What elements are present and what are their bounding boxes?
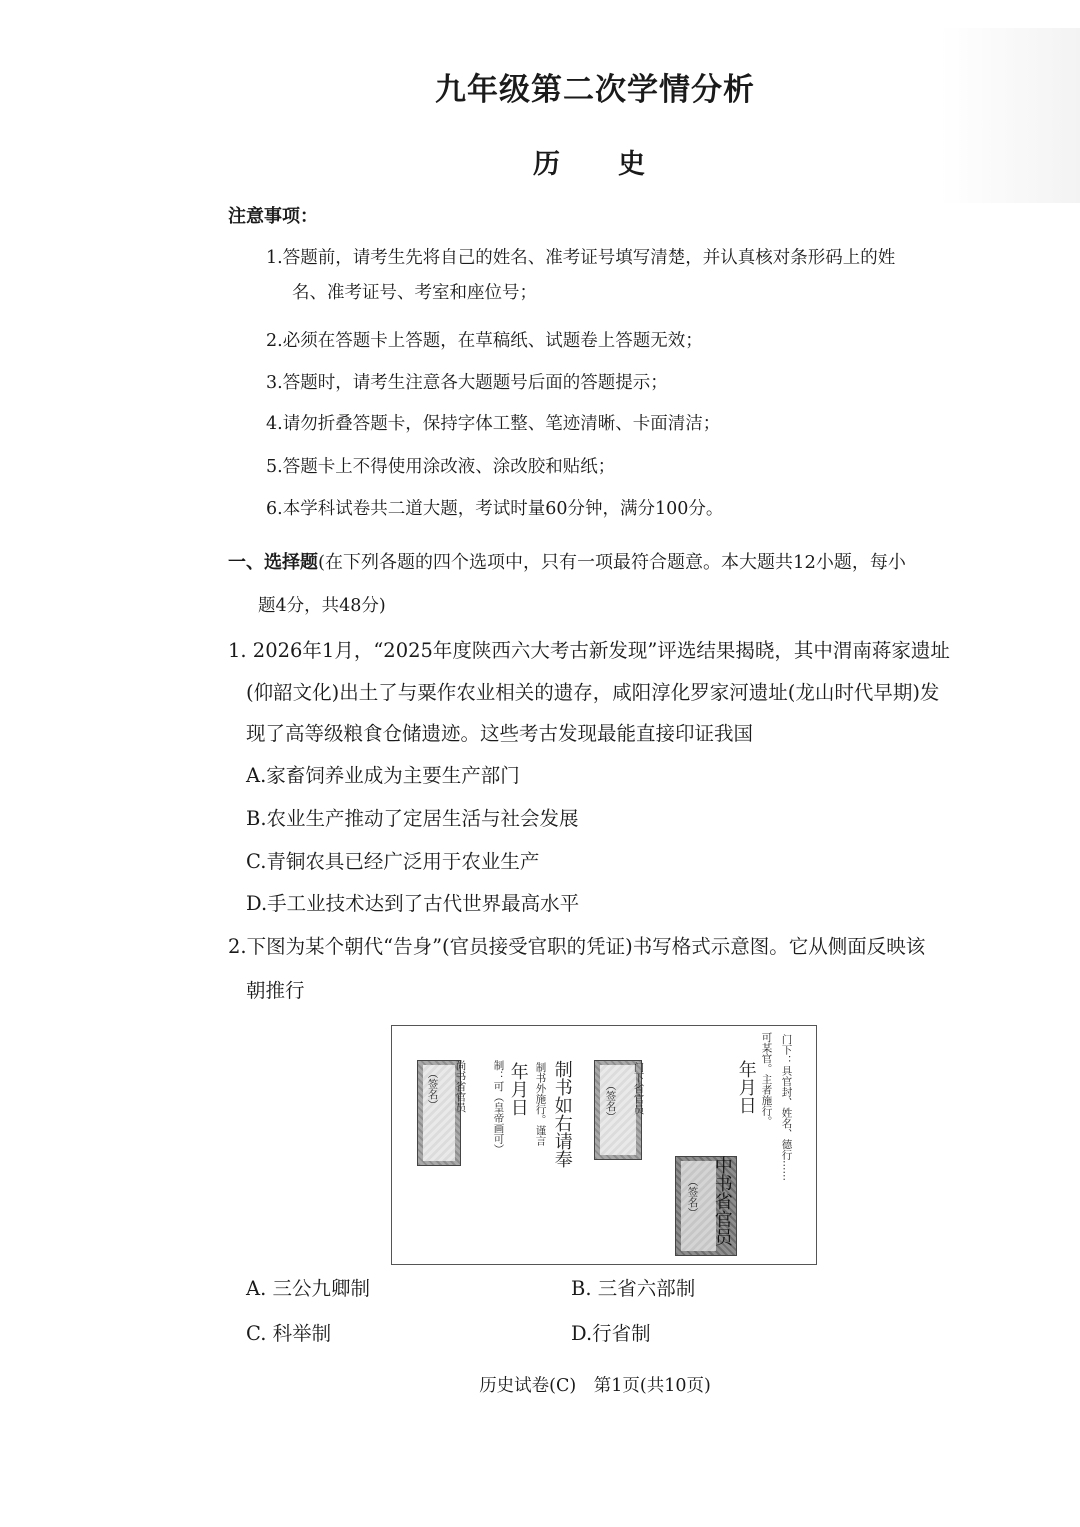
gaoshen-format-diagram <box>391 1025 817 1265</box>
subject-title: 历史 <box>533 149 703 180</box>
question-2-line: 2.下图为某个朝代“告身”(官员接受官职的凭证)书写格式示意图。它从侧面反映该 <box>228 935 926 958</box>
emperor-approval-column: 制：可（皇帝画可） <box>492 1060 505 1155</box>
stamp-sign-label: （签名） <box>604 1080 617 1122</box>
note-item: 5.答题卡上不得使用涂改液、涂改胶和贴纸； <box>266 457 616 477</box>
exam-title: 九年级第二次学情分析 <box>435 72 755 108</box>
menxia-official-label: 门下省官员 <box>632 1062 645 1115</box>
right-column-1: 可某官。主者施行。 <box>760 1032 773 1127</box>
zhongshu-official-label: 中书省官员 <box>711 1156 733 1246</box>
note-item: 3.答题时，请考生注意各大题题号后面的答题提示； <box>266 373 668 393</box>
scan-shadow <box>940 28 1080 203</box>
question-1-option-c[interactable]: C.青铜农具已经广泛用于农业生产 <box>246 850 540 873</box>
edict-column-big: 制书如右请奉 <box>551 1060 573 1168</box>
note-item: 6.本学科试卷共二道大题，考试时量60分钟，满分100分。 <box>266 499 724 519</box>
question-1-line: 1. 2026年1月，“2025年度陕西六大考古新发现”评选结果揭晓，其中渭南蒋家遗址 <box>228 639 950 662</box>
question-1-line: 现了高等级粮食仓储遗迹。这些考古发现最能直接印证我国 <box>246 722 754 745</box>
question-1-option-d[interactable]: D.手工业技术达到了古代世界最高水平 <box>246 892 580 915</box>
stamp-sign-label: （签名） <box>686 1176 699 1218</box>
question-1-option-a[interactable]: A.家畜饲养业成为主要生产部门 <box>246 764 520 787</box>
right-column-2: 门下：具官封、姓名、德行…… <box>780 1034 793 1181</box>
edict-column-small: 制书外施行。谨言 <box>534 1062 547 1146</box>
section-title: 一、选择题 <box>228 552 318 573</box>
section-desc-continuation: 题4分，共48分) <box>258 596 386 616</box>
note-item: 1.答题前，请考生先将自己的姓名、准考证号填写清楚，并认真核对条形码上的姓 <box>266 248 896 268</box>
question-2-option-c[interactable]: C. 科举制 <box>246 1322 332 1345</box>
shangshu-official-label: 尚书省官员 <box>454 1060 467 1113</box>
question-1-option-b[interactable]: B.农业生产推动了定居生活与社会发展 <box>246 807 579 830</box>
question-2-option-a[interactable]: A. 三公九卿制 <box>246 1277 370 1300</box>
question-2-line: 朝推行 <box>246 979 305 1002</box>
question-1-line: (仰韶文化)出土了与粟作农业相关的遗存，咸阳淳化罗家河遗址(龙山时代早期)发 <box>246 681 940 704</box>
note-item-continuation: 名、准考证号、考室和座位号； <box>292 283 537 303</box>
section-desc: (在下列各题的四个选项中，只有一项最符合题意。本大题共12小题，每小 <box>318 552 906 573</box>
stamp-sign-label: （签名） <box>426 1068 439 1110</box>
question-2-option-d[interactable]: D.行省制 <box>571 1322 651 1345</box>
page-footer: 历史试卷(C) 第1页(共10页) <box>479 1376 711 1396</box>
note-item: 2.必须在答题卡上答题，在草稿纸、试题卷上答题无效； <box>266 331 703 351</box>
note-item: 4.请勿折叠答题卡，保持字体工整、笔迹清晰、卡面清洁； <box>266 414 721 434</box>
question-2-option-b[interactable]: B. 三省六部制 <box>571 1277 696 1300</box>
date-column-1: 年月日 <box>507 1062 529 1116</box>
date-column-2: 年月日 <box>735 1060 757 1114</box>
section-heading <box>228 548 906 574</box>
notes-heading: 注意事项： <box>228 206 318 227</box>
